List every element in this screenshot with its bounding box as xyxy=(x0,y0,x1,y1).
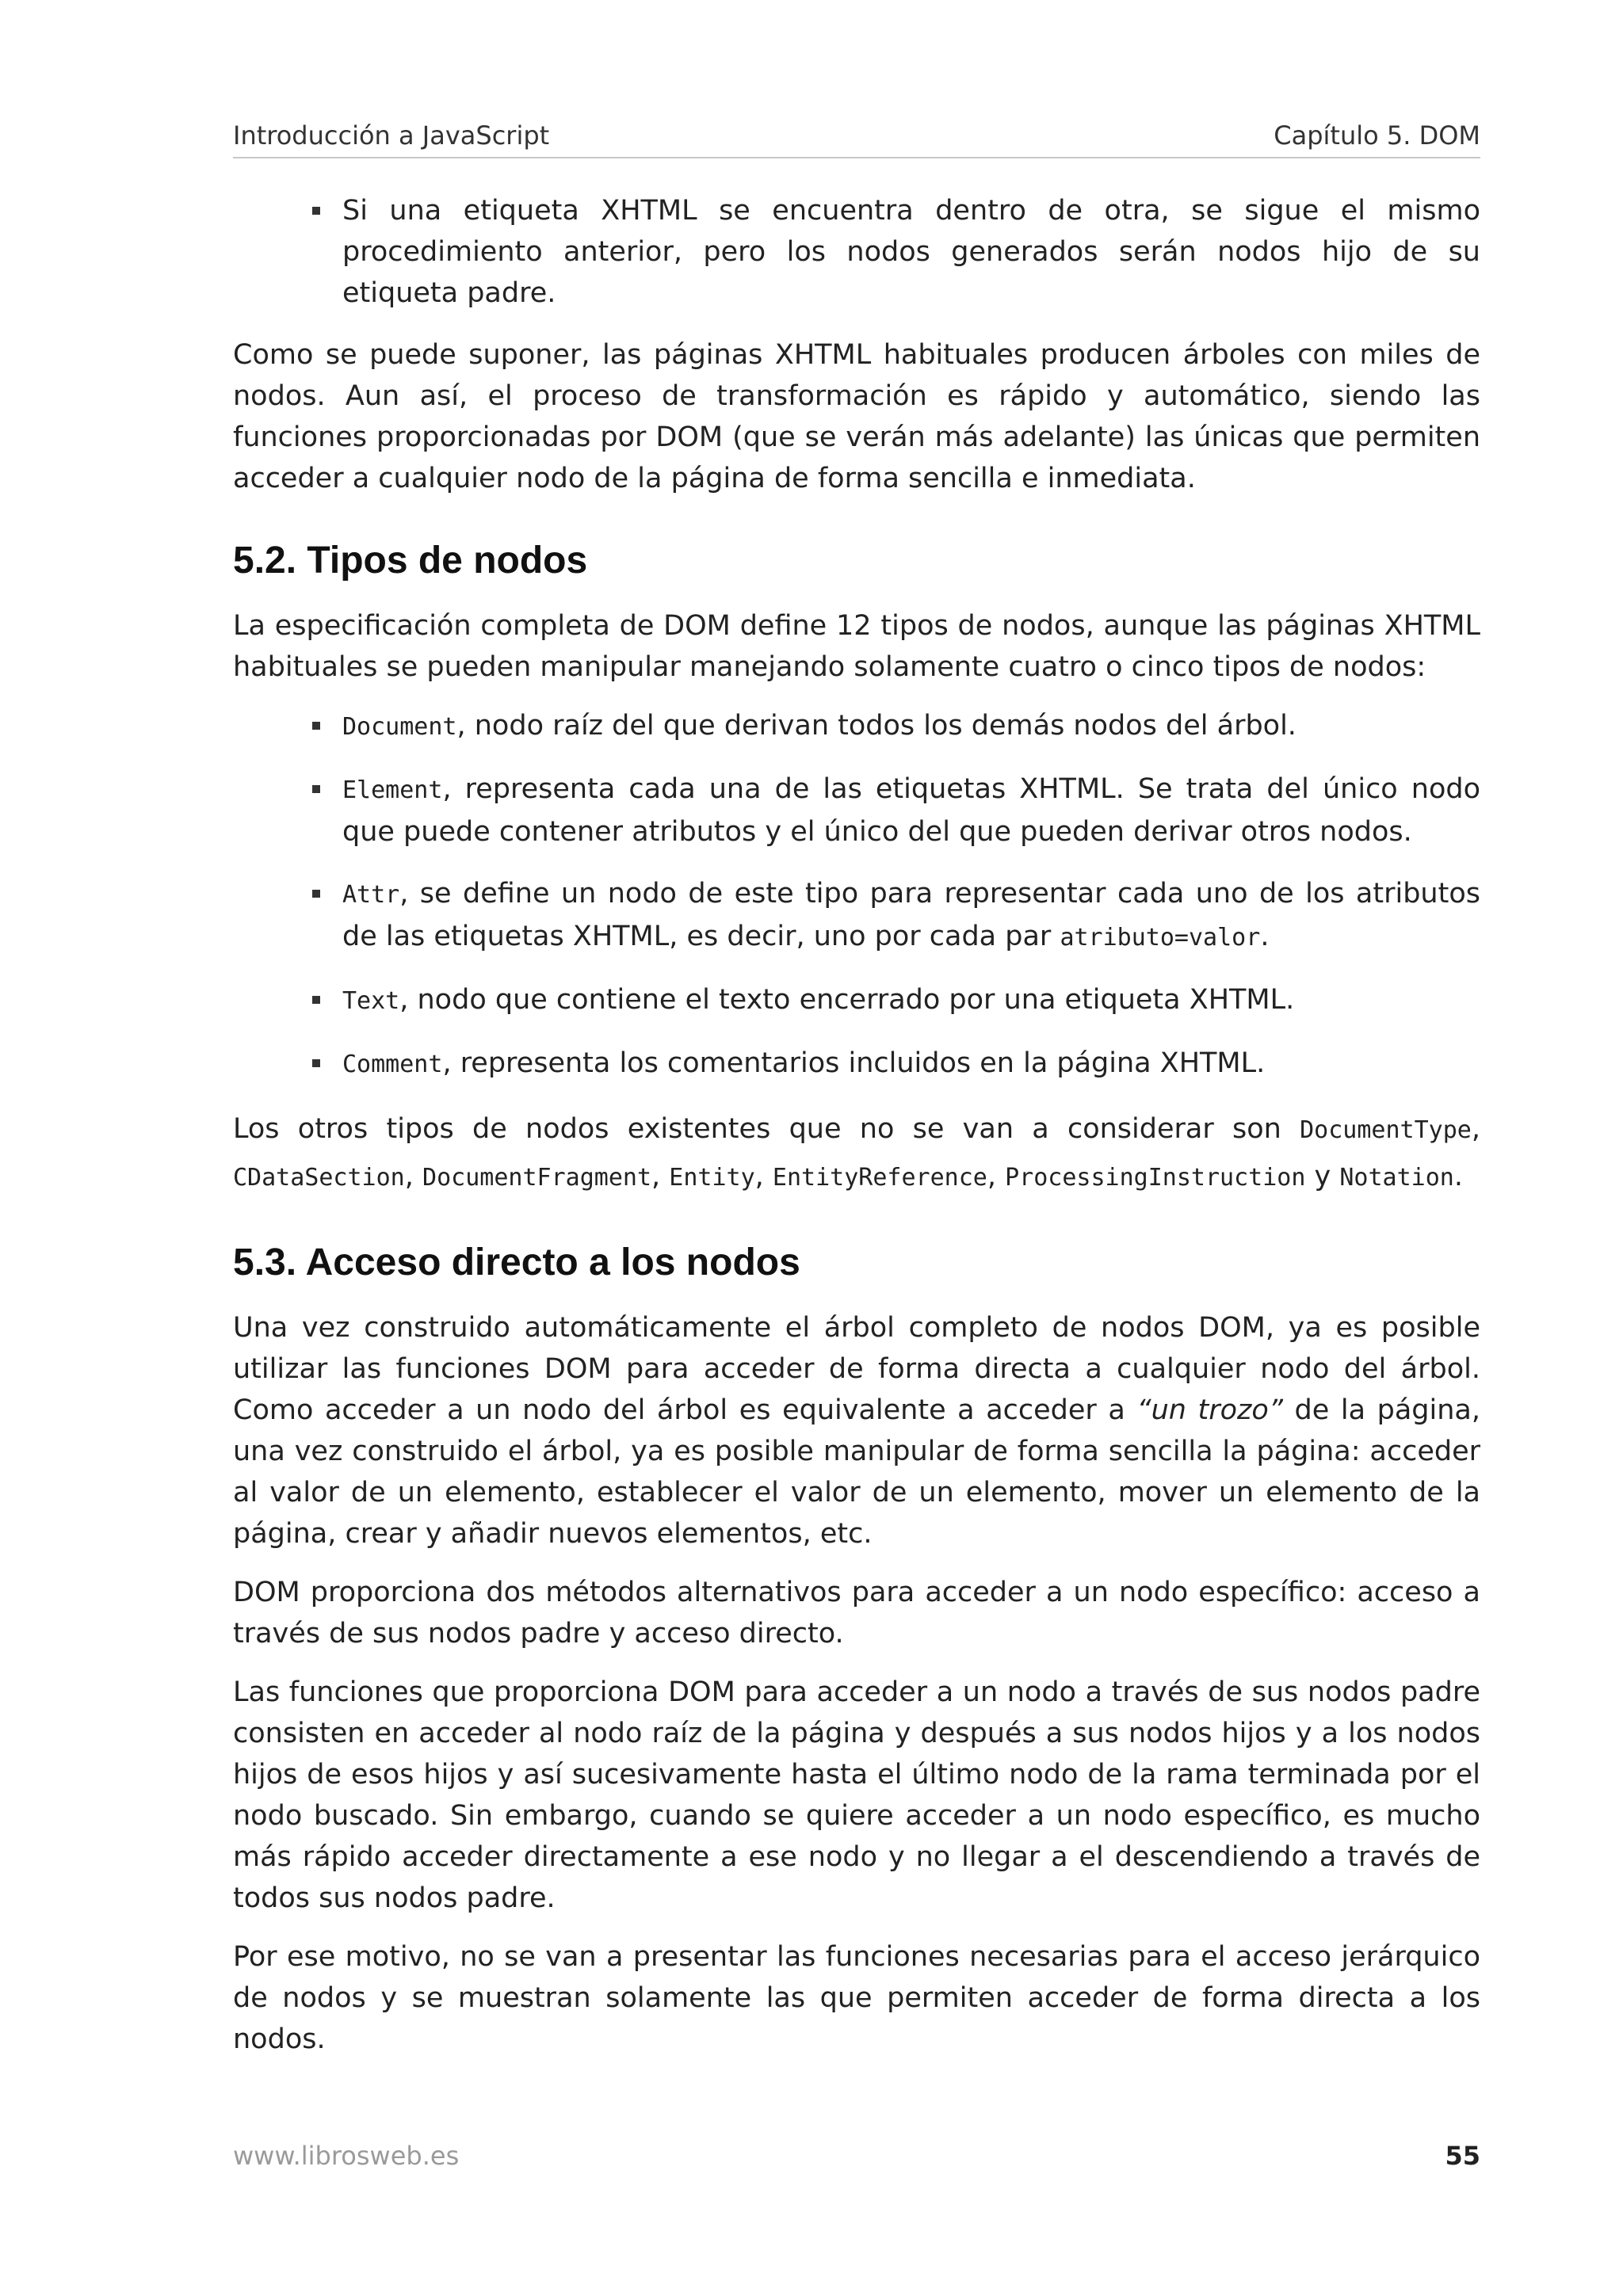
node-type-code: Text xyxy=(342,987,400,1015)
node-type-description: , nodo raíz del que derivan todos los demás nodos del árbol. xyxy=(456,710,1296,742)
list-item xyxy=(342,190,1480,314)
square-bullet-icon xyxy=(312,785,320,793)
paragraph-text: de la página, una vez construido el árbol, ya es posible manipular de forma sencilla la página: acceder al valor de un elemento, establecer el valor de un elemento, mover un elemento de la página, crear y añadir nuevos elementos, etc. xyxy=(233,1394,1480,1550)
inline-code: Entity xyxy=(669,1164,755,1192)
separator: , xyxy=(651,1161,670,1192)
list-item xyxy=(342,705,1480,748)
other-types-lead: Los otros tipos de nodos existentes que no se van a considerar son xyxy=(233,1113,1300,1145)
square-bullet-icon xyxy=(312,722,320,730)
inline-code: EntityReference xyxy=(772,1164,987,1192)
section-5-3-paragraph-4: Por ese motivo, no se van a presentar las funciones necesarias para el acceso jerárquico de nodos y se muestran solamente las que permiten acceder de forma directa a los nodos. xyxy=(233,1941,1480,2055)
node-type-description-end: . xyxy=(1260,921,1270,952)
node-type-description: , representa cada una de las etiquetas XHTML. Se trata del único nodo que puede contener atributos y el único del que pueden derivar otros nodos. xyxy=(342,773,1480,848)
section-5-3-paragraph-2: DOM proporciona dos métodos alternativos para acceder a un nodo específico: acceso a través de sus nodos padre y acceso directo. xyxy=(233,1577,1480,1650)
section-5-3-heading: 5.3. Acceso directo a los nodos xyxy=(233,1241,800,1283)
inline-code: DocumentFragment xyxy=(422,1164,651,1192)
list-item xyxy=(342,979,1480,1022)
square-bullet-icon xyxy=(312,996,320,1004)
square-bullet-icon xyxy=(312,1059,320,1067)
separator: , xyxy=(987,1161,1006,1192)
square-bullet-icon xyxy=(312,890,320,898)
other-node-types-paragraph xyxy=(233,1106,1480,1201)
node-type-code: Attr xyxy=(342,881,400,909)
inline-code: atributo=valor xyxy=(1060,924,1261,952)
header-chapter-title: Capítulo 5. DOM xyxy=(1274,120,1480,151)
inline-code: Notation xyxy=(1339,1164,1454,1192)
page-number: 55 xyxy=(1445,2141,1480,2171)
section-5-2-heading: 5.2. Tipos de nodos xyxy=(233,540,588,582)
footer-website: www.librosweb.es xyxy=(233,2141,460,2171)
separator: , xyxy=(754,1161,773,1192)
square-bullet-icon xyxy=(312,207,320,215)
intro-paragraph: Como se puede suponer, las páginas XHTML habituales producen árboles con miles de nodos. Aun así, el proceso de transformación es rápido y automático, siendo las funciones proporcionadas por DOM (que se verán más adelante) las únicas que permiten acceder a cualquier nodo de la página de forma sencilla e inmediata. xyxy=(233,339,1480,494)
list-item-text: Si una etiqueta XHTML se encuentra dentro de otra, se sigue el mismo procedimiento anterior, pero los nodos generados serán nodos hijo de su etiqueta padre. xyxy=(342,195,1480,309)
conjunction: y xyxy=(1305,1161,1340,1192)
inline-code: DocumentType xyxy=(1300,1116,1472,1144)
node-type-code: Element xyxy=(342,776,443,804)
separator: , xyxy=(404,1161,423,1192)
period: . xyxy=(1453,1161,1464,1192)
list-item xyxy=(342,873,1480,959)
list-item xyxy=(342,1043,1480,1085)
emphasis-text: “un trozo” xyxy=(1136,1394,1283,1426)
page-content xyxy=(233,190,1480,2077)
inline-code: CDataSection xyxy=(233,1164,405,1192)
inline-code: ProcessingInstruction xyxy=(1005,1164,1306,1192)
node-types-list xyxy=(233,705,1480,1085)
section-5-3-paragraph-3: Las funciones que proporciona DOM para acceder a un nodo a través de sus nodos padre consisten en acceder al nodo raíz de la página y después a sus nodos hijos y a los nodos hijos de esos hijos y así sucesivamente hasta el último nodo de la rama terminada por el nodo buscado. Sin embargo, cuando se quiere acceder a un nodo específico, es mucho más rápido acceder directamente a ese nodo y no llegar a el descendiendo a través de todos sus nodos padre. xyxy=(233,1676,1480,1914)
separator: , xyxy=(1471,1113,1480,1145)
list-item xyxy=(342,769,1480,852)
intro-bullet-list xyxy=(233,190,1480,314)
header-book-title: Introducción a JavaScript xyxy=(233,120,550,151)
paragraph-text: Una vez construido automáticamente el árbol completo de nodos DOM, ya es posible utilizar las funciones DOM para acceder de forma directa a cualquier nodo del árbol. Como acceder a un nodo del árbol es equivalente a acceder a xyxy=(233,1312,1480,1426)
node-type-code: Comment xyxy=(342,1051,443,1078)
section-5-3-paragraph-1 xyxy=(233,1307,1480,1554)
node-type-description: , se define un nodo de este tipo para representar cada uno de los atributos de las etiquetas XHTML, es decir, uno por cada par xyxy=(342,878,1480,952)
node-type-description: , representa los comentarios incluidos en la página XHTML. xyxy=(442,1047,1266,1079)
running-header xyxy=(233,119,1480,158)
node-type-description: , nodo que contiene el texto encerrado por una etiqueta XHTML. xyxy=(399,984,1295,1016)
node-type-code: Document xyxy=(342,713,457,741)
section-5-2-paragraph: La especificación completa de DOM define 12 tipos de nodos, aunque las páginas XHTML habituales se pueden manipular manejando solamente cuatro o cinco tipos de nodos: xyxy=(233,610,1480,683)
